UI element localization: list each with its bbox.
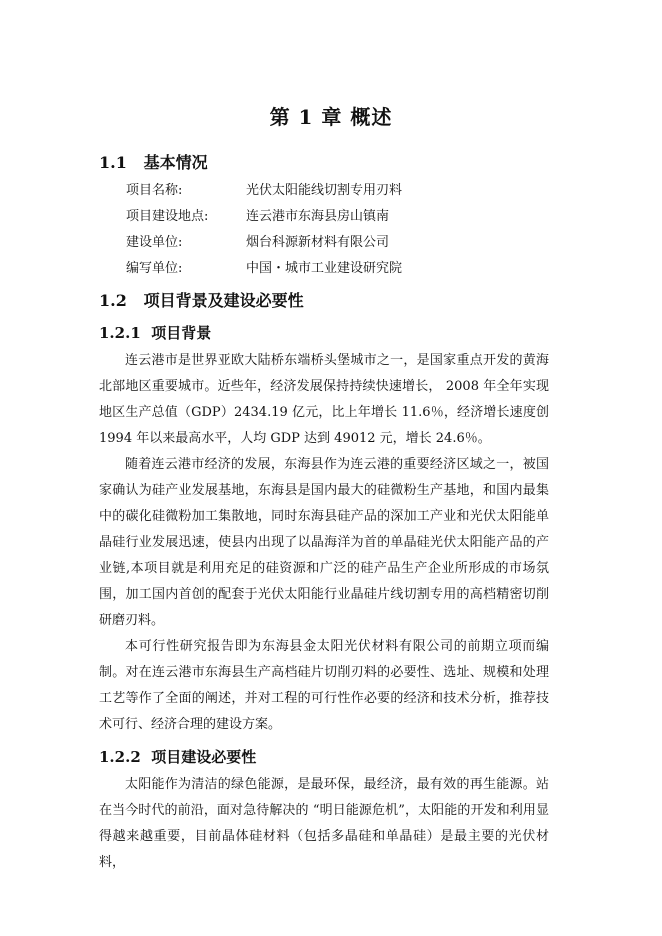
section-title: 项目建设必要性 — [151, 748, 257, 766]
section-title: 基本情况 — [143, 153, 208, 172]
section-number: 1.1 — [99, 153, 127, 172]
info-value: 连云港市东海县房山镇南 — [246, 209, 390, 224]
chapter-title: 第 1 章 概述 — [269, 105, 393, 129]
info-label: 建设单位: — [126, 235, 183, 250]
info-value: 烟台科源新材料有限公司 — [246, 235, 390, 250]
section-heading-1-1 — [99, 150, 208, 173]
paragraph: 本可行性研究报告即为东海县金太阳光伏材料有限公司的前期立项而编制。对在连云港市东海县生产高档硅片切削刃料的必要性、选址、规模和处理工艺等作了全面的阐述，并对工程的可行性作必要的经济和技术分析，推荐技术可行、经济合理的建设方案。 — [99, 639, 549, 732]
section-heading-1-2-1 — [99, 322, 211, 343]
info-row — [126, 230, 566, 256]
paragraph: 太阳能作为清洁的绿色能源，是最环保，最经济，最有效的再生能源。站在当今时代的前沿，面对急待解决的 “明日能源危机”，太阳能的开发和利用显得越来越重要，目前晶体硅材料（包括多晶硅和单晶硅）是最主要的光伏材料， — [99, 777, 549, 870]
section-heading-1-2-2 — [99, 746, 256, 767]
paragraph: 连云港市是世界亚欧大陆桥东端桥头堡城市之一，是国家重点开发的黄海北部地区重要城市。近些年，经济发展保持持续快速增长， 2008 年全年实现地区生产总值（GDP）2434.19 亿元，比上年增长 11.6％，经济增长速度创 1994 年以来最高水平，人均 GDP 达到 49012 元，增长 24.6％。 — [99, 353, 549, 446]
info-label: 项目名称: — [126, 183, 183, 198]
section-heading-1-2 — [99, 288, 304, 311]
section-number: 1.2.1 — [99, 324, 141, 342]
paragraph: 随着连云港市经济的发展，东海县作为连云港的重要经济区域之一，被国家确认为硅产业发展基地，东海县是国内最大的硅微粉生产基地，和国内最集中的碳化硅微粉加工集散地，同时东海县硅产品的深加工产业和光伏太阳能单晶硅行业发展迅速，使县内出现了以晶海洋为首的单晶硅光伏太阳能产品的产业链,本项目就是利用充足的硅资源和广泛的硅产品生产企业所形成的市场氛围，加工国内首创的配套于光伏太阳能行业晶硅片线切割专用的高档精密切削研磨刃料。 — [99, 457, 549, 628]
info-value: 光伏太阳能线切割专用刃料 — [246, 183, 403, 198]
section-number: 1.2 — [99, 291, 127, 310]
info-label: 编写单位: — [126, 261, 183, 276]
info-label: 项目建设地点: — [126, 209, 209, 224]
info-value: 中国・城市工业建设研究院 — [246, 261, 403, 276]
section-number: 1.2.2 — [99, 748, 141, 766]
section-title: 项目背景及建设必要性 — [143, 291, 304, 310]
info-row — [126, 204, 566, 230]
info-row — [126, 256, 566, 282]
info-row — [126, 178, 566, 204]
basic-info-list — [126, 178, 566, 282]
section-title: 项目背景 — [151, 324, 212, 342]
